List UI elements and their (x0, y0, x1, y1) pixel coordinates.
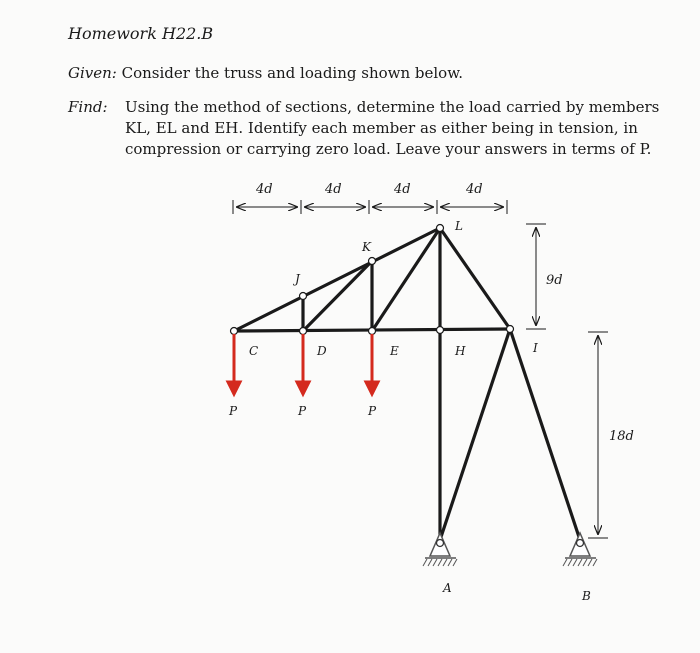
member-IB (510, 329, 580, 540)
vertical-dimension-9d (526, 224, 546, 329)
joint-L (437, 225, 444, 232)
load-label-2: P (298, 404, 307, 418)
dim-label-2: 4d (325, 182, 342, 197)
member-DK (303, 261, 372, 331)
joint-I (507, 326, 514, 333)
node-label-K: K (362, 240, 371, 254)
node-label-J: J (295, 272, 300, 286)
node-label-I: I (533, 341, 538, 355)
joint-D (300, 328, 307, 335)
joint-J (300, 293, 307, 300)
node-label-B: B (582, 589, 591, 603)
given-text: Consider the truss and loading shown below. (121, 64, 464, 82)
joint-C (231, 328, 238, 335)
node-label-H: H (455, 344, 466, 358)
find-label: Find: (68, 98, 108, 116)
node-label-L: L (455, 219, 463, 233)
member-LI (440, 228, 510, 329)
member-IA (440, 329, 510, 540)
load-label-3: P (368, 404, 377, 418)
dim-label-9d: 9d (546, 273, 563, 288)
horizontal-dimension (233, 200, 507, 214)
joint-K (369, 258, 376, 265)
dim-label-3: 4d (394, 182, 411, 197)
dim-label-4: 4d (466, 182, 483, 197)
truss-members (234, 228, 580, 540)
given-label: Given: (68, 64, 117, 82)
dim-label-18d: 18d (609, 429, 634, 444)
find-text: Using the method of sections, determine the load carried by members KL, EL and EH. Identify each member as either being in tension, in compression or carrying zero load. Leave your answers in terms of P. (125, 98, 660, 158)
problem-title: Homework H22.B (68, 24, 214, 43)
node-label-E: E (390, 344, 399, 358)
node-label-A: A (443, 581, 452, 595)
load-arrowhead-C (228, 382, 240, 394)
joint-E (369, 328, 376, 335)
dim-label-1: 4d (256, 182, 273, 197)
load-arrowhead-E (366, 382, 378, 394)
load-label-1: P (229, 404, 238, 418)
node-label-D: D (317, 344, 327, 358)
node-label-C: C (249, 344, 259, 358)
vertical-dimension-18d (588, 332, 608, 538)
support-A (423, 533, 457, 566)
load-arrowhead-D (297, 382, 309, 394)
load-arrows (228, 334, 378, 394)
joint-H (437, 327, 444, 334)
member-CL (234, 228, 440, 331)
